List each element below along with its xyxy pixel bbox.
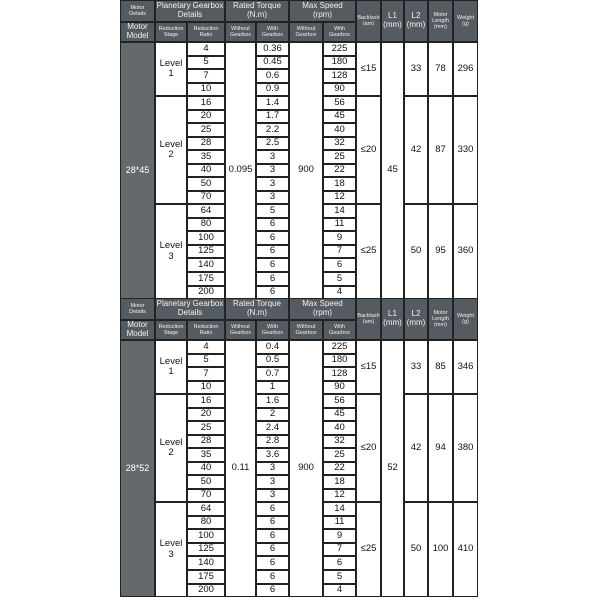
max-speed-with-gearbox-cell: 9 (323, 231, 356, 245)
header-motor-length: Motor Length (mm) (428, 298, 453, 340)
rated-torque-with-gearbox-cell: 0.36 (256, 42, 289, 56)
reduction-stage-cell: Level 1 (155, 42, 187, 96)
motor-length-cell: 94 (428, 394, 453, 502)
rated-torque-with-gearbox-cell: 1.6 (256, 394, 289, 408)
motor-length-cell: 100 (428, 502, 453, 597)
rated-torque-with-gearbox-cell: 0.4 (256, 340, 289, 354)
header-speed-without-gearbox: Without Gearbox (289, 22, 323, 42)
weight-cell: 330 (453, 96, 478, 204)
max-speed-with-gearbox-cell: 90 (323, 83, 356, 97)
max-speed-with-gearbox-cell: 7 (323, 245, 356, 259)
rated-torque-with-gearbox-cell: 6 (256, 543, 289, 557)
header-motor-model: Motor Model (120, 22, 155, 42)
weight-cell: 410 (453, 502, 478, 597)
max-speed-with-gearbox-cell: 4 (323, 584, 356, 598)
header-motor-details: Motor Details (120, 0, 155, 22)
reduction-ratio-cell: 25 (187, 421, 225, 435)
reduction-stage-cell: Level 2 (155, 96, 187, 204)
rated-torque-with-gearbox-cell: 1.4 (256, 96, 289, 110)
reduction-ratio-cell: 20 (187, 110, 225, 124)
max-speed-with-gearbox-cell: 5 (323, 272, 356, 286)
rated-torque-with-gearbox-cell: 3 (256, 164, 289, 178)
reduction-ratio-cell: 80 (187, 516, 225, 530)
rated-torque-with-gearbox-cell: 1 (256, 381, 289, 395)
rated-torque-with-gearbox-cell: 6 (256, 231, 289, 245)
max-speed-with-gearbox-cell: 90 (323, 381, 356, 395)
reduction-ratio-cell: 28 (187, 137, 225, 151)
max-speed-with-gearbox-cell: 6 (323, 556, 356, 570)
rated-torque-with-gearbox-cell: 6 (256, 272, 289, 286)
reduction-ratio-cell: 200 (187, 286, 225, 300)
backlash-cell: ≤15 (356, 340, 381, 394)
reduction-ratio-cell: 80 (187, 218, 225, 232)
reduction-ratio-cell: 140 (187, 258, 225, 272)
reduction-ratio-cell: 100 (187, 529, 225, 543)
header-reduction-stage: Reduction Stage (155, 22, 187, 42)
header-torque-without-gearbox: Without Gearbox (225, 320, 256, 340)
rated-torque-with-gearbox-cell: 2.5 (256, 137, 289, 151)
l2-cell: 33 (404, 340, 428, 394)
rated-torque-with-gearbox-cell: 2.2 (256, 123, 289, 137)
max-speed-with-gearbox-cell: 45 (323, 408, 356, 422)
max-speed-with-gearbox-cell: 14 (323, 204, 356, 218)
reduction-ratio-cell: 35 (187, 448, 225, 462)
reduction-ratio-cell: 16 (187, 96, 225, 110)
l2-cell: 33 (404, 42, 428, 96)
l2-cell: 50 (404, 204, 428, 299)
l2-cell: 42 (404, 96, 428, 204)
reduction-ratio-cell: 35 (187, 150, 225, 164)
header-torque-with-gearbox: With Gearbox (256, 320, 289, 340)
max-speed-with-gearbox-cell: 128 (323, 69, 356, 83)
header-weight: Weight (g) (453, 298, 478, 340)
max-speed-with-gearbox-cell: 225 (323, 42, 356, 56)
l2-cell: 50 (404, 502, 428, 597)
backlash-cell: ≤15 (356, 42, 381, 96)
rated-torque-with-gearbox-cell: 3 (256, 489, 289, 503)
max-speed-without-gearbox: 900 (289, 42, 323, 299)
rated-torque-with-gearbox-cell: 6 (256, 502, 289, 516)
reduction-ratio-cell: 70 (187, 489, 225, 503)
reduction-ratio-cell: 20 (187, 408, 225, 422)
header-reduction-ratio: Reduction Ratio (187, 22, 225, 42)
reduction-ratio-cell: 175 (187, 272, 225, 286)
weight-cell: 360 (453, 204, 478, 299)
header-torque-with-gearbox: With Gearbox (256, 22, 289, 42)
reduction-ratio-cell: 5 (187, 354, 225, 368)
header-l2: L2 (mm) (404, 298, 428, 340)
header-speed-without-gearbox: Without Gearbox (289, 320, 323, 340)
header-reduction-stage: Reduction Stage (155, 320, 187, 340)
motor-model-cell: 28*52 (120, 340, 155, 597)
max-speed-with-gearbox-cell: 56 (323, 394, 356, 408)
header-max-speed: Max Speed (rpm) (289, 0, 356, 22)
max-speed-with-gearbox-cell: 4 (323, 286, 356, 300)
rated-torque-with-gearbox-cell: 6 (256, 570, 289, 584)
reduction-ratio-cell: 40 (187, 462, 225, 476)
reduction-ratio-cell: 25 (187, 123, 225, 137)
max-speed-without-gearbox: 900 (289, 340, 323, 597)
header-backlash: Backlash (am) (356, 0, 381, 42)
max-speed-with-gearbox-cell: 22 (323, 164, 356, 178)
max-speed-with-gearbox-cell: 18 (323, 475, 356, 489)
reduction-ratio-cell: 28 (187, 435, 225, 449)
rated-torque-with-gearbox-cell: 6 (256, 218, 289, 232)
motor-length-cell: 87 (428, 96, 453, 204)
max-speed-with-gearbox-cell: 25 (323, 150, 356, 164)
rated-torque-with-gearbox-cell: 6 (256, 584, 289, 598)
rated-torque-with-gearbox-cell: 6 (256, 258, 289, 272)
max-speed-with-gearbox-cell: 11 (323, 516, 356, 530)
reduction-ratio-cell: 10 (187, 381, 225, 395)
rated-torque-with-gearbox-cell: 3 (256, 462, 289, 476)
header-rated-torque: Rated Torque (N.m) (225, 298, 289, 320)
max-speed-with-gearbox-cell: 40 (323, 123, 356, 137)
header-motor-length: Motor Length (mm) (428, 0, 453, 42)
l1-cell: 52 (381, 340, 404, 597)
rated-torque-with-gearbox-cell: 0.9 (256, 83, 289, 97)
motor-length-cell: 95 (428, 204, 453, 299)
reduction-ratio-cell: 50 (187, 475, 225, 489)
header-speed-with-gearbox: With Gearbox (323, 320, 356, 340)
header-planetary-gearbox-details: Planetary Gearbox Details (155, 298, 225, 320)
max-speed-with-gearbox-cell: 32 (323, 435, 356, 449)
rated-torque-with-gearbox-cell: 1.7 (256, 110, 289, 124)
reduction-ratio-cell: 7 (187, 367, 225, 381)
rated-torque-with-gearbox-cell: 0.5 (256, 354, 289, 368)
reduction-ratio-cell: 125 (187, 245, 225, 259)
rated-torque-with-gearbox-cell: 6 (256, 516, 289, 530)
reduction-stage-cell: Level 3 (155, 502, 187, 597)
reduction-stage-cell: Level 3 (155, 204, 187, 299)
header-speed-with-gearbox: With Gearbox (323, 22, 356, 42)
backlash-cell: ≤25 (356, 502, 381, 597)
header-planetary-gearbox-details: Planetary Gearbox Details (155, 0, 225, 22)
rated-torque-with-gearbox-cell: 2.8 (256, 435, 289, 449)
rated-torque-with-gearbox-cell: 3 (256, 191, 289, 205)
header-motor-details: Motor Details (120, 298, 155, 320)
backlash-cell: ≤25 (356, 204, 381, 299)
header-rated-torque: Rated Torque (N.m) (225, 0, 289, 22)
weight-cell: 296 (453, 42, 478, 96)
reduction-stage-cell: Level 2 (155, 394, 187, 502)
max-speed-with-gearbox-cell: 128 (323, 367, 356, 381)
rated-torque-with-gearbox-cell: 2 (256, 408, 289, 422)
max-speed-with-gearbox-cell: 7 (323, 543, 356, 557)
header-l1: L1 (mm) (381, 298, 404, 340)
rated-torque-with-gearbox-cell: 0.7 (256, 367, 289, 381)
reduction-ratio-cell: 70 (187, 191, 225, 205)
l2-cell: 42 (404, 394, 428, 502)
reduction-ratio-cell: 140 (187, 556, 225, 570)
reduction-ratio-cell: 7 (187, 69, 225, 83)
max-speed-with-gearbox-cell: 12 (323, 191, 356, 205)
max-speed-with-gearbox-cell: 56 (323, 96, 356, 110)
max-speed-with-gearbox-cell: 11 (323, 218, 356, 232)
backlash-cell: ≤20 (356, 96, 381, 204)
rated-torque-with-gearbox-cell: 6 (256, 529, 289, 543)
max-speed-with-gearbox-cell: 225 (323, 340, 356, 354)
motor-length-cell: 85 (428, 340, 453, 394)
reduction-stage-cell: Level 1 (155, 340, 187, 394)
max-speed-with-gearbox-cell: 9 (323, 529, 356, 543)
reduction-ratio-cell: 64 (187, 502, 225, 516)
reduction-ratio-cell: 200 (187, 584, 225, 598)
reduction-ratio-cell: 50 (187, 177, 225, 191)
max-speed-with-gearbox-cell: 14 (323, 502, 356, 516)
rated-torque-with-gearbox-cell: 6 (256, 245, 289, 259)
weight-cell: 380 (453, 394, 478, 502)
reduction-ratio-cell: 64 (187, 204, 225, 218)
max-speed-with-gearbox-cell: 18 (323, 177, 356, 191)
max-speed-with-gearbox-cell: 25 (323, 448, 356, 462)
backlash-cell: ≤20 (356, 394, 381, 502)
rated-torque-with-gearbox-cell: 6 (256, 556, 289, 570)
max-speed-with-gearbox-cell: 6 (323, 258, 356, 272)
reduction-ratio-cell: 175 (187, 570, 225, 584)
header-l1: L1 (mm) (381, 0, 404, 42)
max-speed-with-gearbox-cell: 180 (323, 354, 356, 368)
max-speed-with-gearbox-cell: 180 (323, 56, 356, 70)
rated-torque-with-gearbox-cell: 3 (256, 177, 289, 191)
max-speed-with-gearbox-cell: 32 (323, 137, 356, 151)
rated-torque-with-gearbox-cell: 0.6 (256, 69, 289, 83)
motor-model-cell: 28*45 (120, 42, 155, 299)
max-speed-with-gearbox-cell: 22 (323, 462, 356, 476)
header-motor-model: Motor Model (120, 320, 155, 340)
reduction-ratio-cell: 125 (187, 543, 225, 557)
reduction-ratio-cell: 100 (187, 231, 225, 245)
reduction-ratio-cell: 5 (187, 56, 225, 70)
rated-torque-with-gearbox-cell: 2.4 (256, 421, 289, 435)
weight-cell: 346 (453, 340, 478, 394)
header-torque-without-gearbox: Without Gearbox (225, 22, 256, 42)
rated-torque-with-gearbox-cell: 6 (256, 286, 289, 300)
rated-torque-with-gearbox-cell: 3.6 (256, 448, 289, 462)
rated-torque-without-gearbox: 0.11 (225, 340, 256, 597)
rated-torque-with-gearbox-cell: 3 (256, 150, 289, 164)
rated-torque-with-gearbox-cell: 3 (256, 475, 289, 489)
reduction-ratio-cell: 16 (187, 394, 225, 408)
header-weight: Weight (g) (453, 0, 478, 42)
motor-length-cell: 78 (428, 42, 453, 96)
max-speed-with-gearbox-cell: 12 (323, 489, 356, 503)
header-backlash: Backlash (am) (356, 298, 381, 340)
header-reduction-ratio: Reduction Ratio (187, 320, 225, 340)
reduction-ratio-cell: 4 (187, 42, 225, 56)
rated-torque-without-gearbox: 0.095 (225, 42, 256, 299)
l1-cell: 45 (381, 42, 404, 299)
max-speed-with-gearbox-cell: 40 (323, 421, 356, 435)
reduction-ratio-cell: 10 (187, 83, 225, 97)
reduction-ratio-cell: 40 (187, 164, 225, 178)
rated-torque-with-gearbox-cell: 0.45 (256, 56, 289, 70)
max-speed-with-gearbox-cell: 45 (323, 110, 356, 124)
rated-torque-with-gearbox-cell: 5 (256, 204, 289, 218)
max-speed-with-gearbox-cell: 5 (323, 570, 356, 584)
header-l2: L2 (mm) (404, 0, 428, 42)
reduction-ratio-cell: 4 (187, 340, 225, 354)
header-max-speed: Max Speed (rpm) (289, 298, 356, 320)
